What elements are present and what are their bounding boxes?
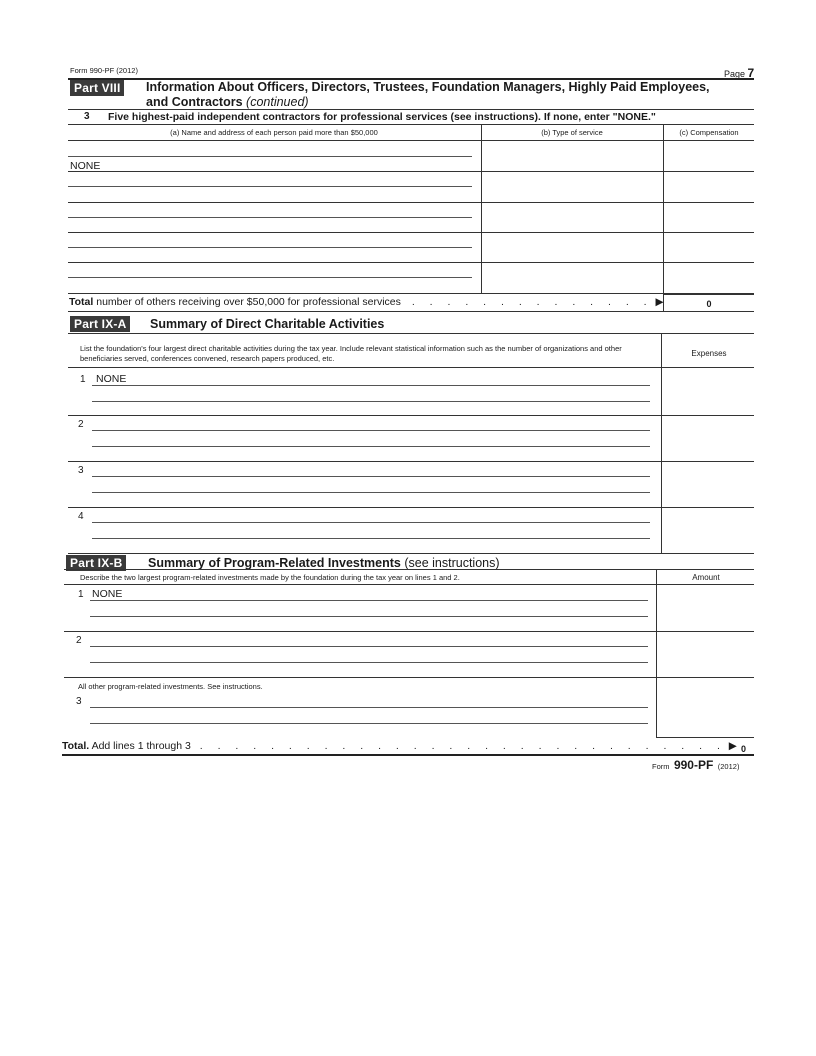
part9b-line2-rule [64,677,754,678]
part9a-line3-num: 3 [78,465,84,476]
part9a-instructions: List the foundation's four largest direct charitable activities during the tax year. Include relevant statistical information such as the number of organizations and other beneficiaries served, conferences convened, research papers produced, etc. [80,344,622,363]
footer-year: (2012) [717,762,740,771]
part9a-expenses-header: Expenses [691,349,727,358]
row3-rule [68,232,754,233]
part9b-line3-num: 3 [76,696,82,707]
part9a-line4-sub1 [92,522,650,523]
part8-line3-num: 3 [84,111,90,122]
part8-line3-rule [68,124,754,125]
part9b-amount-box-bottom [656,737,754,738]
part9b-total-line: Total. Add lines 1 through 3 . . . . . . . . . . . . . . . . . . . . . . . . . . . . . . ▶ [62,740,737,752]
part9a-line2-rule [68,461,754,462]
part9a-line4-num: 4 [78,511,84,522]
part9b-total-label: Total. [62,740,90,752]
page-number: 7 [747,66,755,80]
footer-form-word: Form [652,762,670,771]
part8-total-arrow-icon: ▶ [655,296,664,308]
part9b-amount-divider [656,569,657,738]
part9b-other-text: All other program-related investments. See instructions. [78,682,263,691]
part8-bottom-rule [68,311,754,312]
part9a-badge: Part IX-A [70,316,130,332]
contractor-row1-name: NONE [70,160,101,172]
part8-total-label: Total [69,296,94,308]
page-label: Page [724,69,746,79]
row5-rule [68,293,754,294]
row2-subline [68,186,472,187]
part8-badge: Part VIII [70,80,124,96]
part9a-line3-sub1 [92,476,650,477]
part8-title-continued: (continued) [246,95,309,109]
part9b-line3-sub1 [90,707,648,708]
part9b-bottom-rule [62,754,754,756]
part9b-line1-rule [64,631,754,632]
part9a-line1-text: NONE [96,373,127,385]
part9b-line2-num: 2 [76,635,82,646]
part9b-line1-sub2 [90,616,648,617]
part9b-instructions: Describe the two largest program-related investments made by the foundation during the tax year on lines 1 and 2. [80,573,460,582]
part9a-line3-sub2 [92,492,650,493]
part9a-line1-sub1 [92,385,650,386]
part9b-line2-sub1 [90,646,648,647]
part9b-total-text: Add lines 1 through 3 [91,740,191,752]
part9a-line3-rule [68,507,754,508]
part9a-header-rule [68,367,754,368]
col-a-header: (a) Name and address of each person paid more than $50,000 [170,128,378,137]
part9b-title-text: Summary of Program-Related Investments [148,556,401,570]
col-b-header: (b) Type of service [541,128,603,137]
part9a-bottom-rule [68,553,754,554]
part9b-total-arrow-icon: ▶ [728,740,737,752]
part9a-line1-sub2 [92,401,650,402]
part9a-line2-sub2 [92,446,650,447]
part9b-header-rule [64,584,754,585]
row2-rule [68,202,754,203]
footer-form-id [652,756,739,774]
part8-title-line2 [146,95,309,109]
part9b-title [148,556,500,570]
row4-subline [68,247,472,248]
part9b-line1-text: NONE [92,588,123,600]
part9b-total-value: 0 [740,744,746,754]
part8-title-line2-text: and Contractors [146,95,243,109]
part9b-title-rule [64,569,754,570]
part9a-line1-rule [68,415,754,416]
row1-subline [68,156,472,157]
part9b-amount-header: Amount [692,573,720,582]
part9a-line2-sub1 [92,430,650,431]
part9b-line2-sub2 [90,662,648,663]
part9b-line3-sub2 [90,723,648,724]
col-divider-b [481,124,482,294]
part8-total-value: 0 [706,299,712,309]
col-c-header: (c) Compensation [679,128,739,137]
part9a-title: Summary of Direct Charitable Activities [150,317,385,331]
row4-rule [68,262,754,263]
part8-total-text: number of others receiving over $50,000 for professional services [96,296,401,308]
row1-rule [68,171,754,172]
part8-title-line1: Information About Officers, Directors, Trustees, Foundation Managers, Highly Paid Employees, [146,80,710,94]
row3-subline [68,217,472,218]
footer-form-name: 990-PF [673,758,714,772]
part9b-badge: Part IX-B [66,555,126,571]
part9b-title-suffix: (see instructions) [404,556,500,570]
part9b-line1-sub1 [90,600,648,601]
part9a-line1-num: 1 [80,374,86,385]
part8-total-line: Total number of others receiving over $50,000 for professional services . . . . . . . . . . . . . . ▶ [69,296,664,308]
part9a-line2-num: 2 [78,419,84,430]
part9b-line1-num: 1 [78,589,84,600]
col-divider-c [663,124,664,312]
part8-line3-text: Five highest-paid independent contractors for professional services (see instructions). If none, enter "NONE." [108,111,656,123]
part9a-line4-sub2 [92,538,650,539]
part8-title-rule [68,109,754,110]
part9a-title-rule [68,333,754,334]
row5-subline [68,277,472,278]
part8-total-box-top [664,294,754,295]
col-header-rule [68,140,754,141]
form-id: Form 990-PF (2012) [70,66,138,75]
